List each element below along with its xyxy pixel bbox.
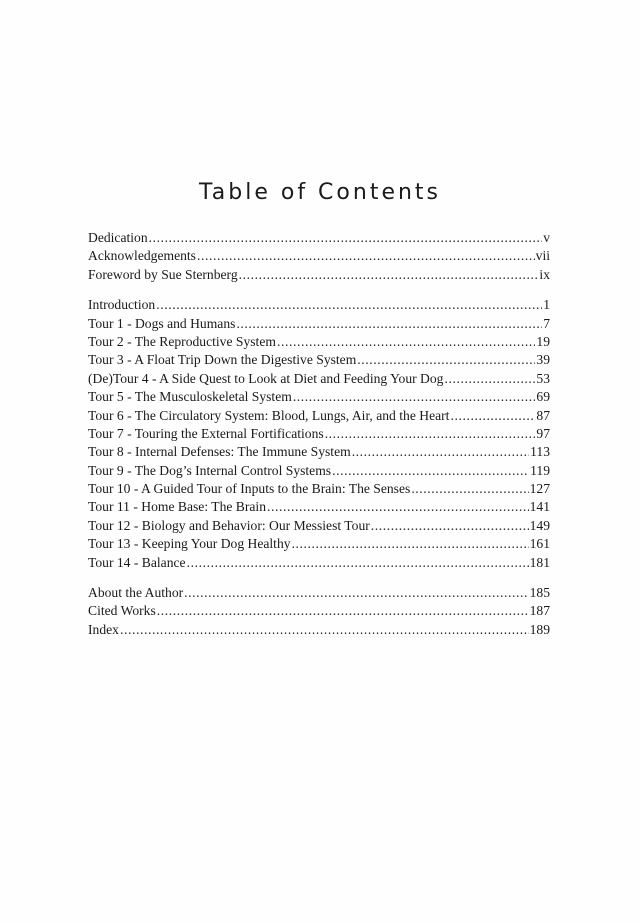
toc-entry-page-number: 161 xyxy=(529,536,550,552)
toc-entry-page-number: 97 xyxy=(536,425,550,441)
toc-entry-label: Tour 11 - Home Base: The Brain xyxy=(88,499,266,515)
dot-leader xyxy=(352,443,529,461)
dot-leader xyxy=(293,388,536,406)
toc-entry-label: Cited Works xyxy=(88,603,156,619)
dot-leader xyxy=(236,315,542,333)
dot-leader xyxy=(120,621,529,639)
toc-entry-label: Tour 12 - Biology and Behavior: Our Messiest Tour xyxy=(88,517,370,533)
toc-entry-page-number: 185 xyxy=(529,585,550,601)
toc-entry xyxy=(88,443,550,461)
toc-entry-page-number: 53 xyxy=(536,370,550,386)
dot-leader xyxy=(357,351,535,369)
dot-leader xyxy=(332,462,529,480)
toc-entry-label: Tour 3 - A Float Trip Down the Digestive System xyxy=(88,352,357,368)
toc-entry xyxy=(88,462,550,480)
toc-entry xyxy=(88,351,550,369)
toc-entry xyxy=(88,266,550,284)
toc-entry-page-number: 127 xyxy=(529,481,550,497)
toc-entry-page-number: 113 xyxy=(530,444,550,460)
toc-entry-page-number: 189 xyxy=(529,621,550,637)
toc-entry-label: Tour 14 - Balance xyxy=(88,554,186,570)
toc-entry-page-number: 39 xyxy=(536,352,550,368)
toc-entry xyxy=(88,602,550,620)
toc-entry-label: Acknowledgements xyxy=(88,248,196,264)
toc-entry xyxy=(88,333,550,351)
toc-entry-page-number: 1 xyxy=(543,297,550,313)
dot-leader xyxy=(149,229,543,247)
toc-entry-label: Dedication xyxy=(88,230,148,245)
toc-entry xyxy=(88,480,550,498)
dot-leader xyxy=(411,480,528,498)
toc-entry xyxy=(88,247,550,265)
toc-entry-label: Introduction xyxy=(88,297,156,313)
dot-leader xyxy=(157,602,529,620)
toc-entry-page-number: 7 xyxy=(543,315,550,331)
toc-entry-label: About the Author xyxy=(88,585,184,601)
toc-entry-label: Index xyxy=(88,621,119,637)
toc-entry-label: Tour 7 - Touring the External Fortifications xyxy=(88,425,324,441)
toc-entry xyxy=(88,517,550,535)
toc-entry-label: Tour 9 - The Dog’s Internal Control Systems xyxy=(88,462,332,478)
toc-entry xyxy=(88,621,550,639)
toc-entry xyxy=(88,425,550,443)
toc-entry-page-number: ix xyxy=(539,266,550,282)
toc-entry-page-number: v xyxy=(543,230,550,245)
toc-entry-page-number: 119 xyxy=(530,462,550,478)
dot-leader xyxy=(187,554,529,572)
dot-leader xyxy=(197,247,535,265)
toc-entry xyxy=(88,315,550,333)
toc-entry xyxy=(88,296,550,314)
toc-entry xyxy=(88,388,550,406)
toc-entry xyxy=(88,498,550,516)
page-title: Table of Contents xyxy=(198,180,442,205)
toc-entry-page-number: vii xyxy=(535,248,550,264)
dot-leader xyxy=(450,407,535,425)
dot-leader xyxy=(371,517,529,535)
table-of-contents xyxy=(88,229,550,639)
toc-entry-label: Tour 2 - The Reproductive System xyxy=(88,333,276,349)
toc-entry-label: Tour 8 - Internal Defenses: The Immune System xyxy=(88,444,351,460)
toc-entry-label: Tour 6 - The Circulatory System: Blood, Lungs, Air, and the Heart xyxy=(88,407,450,423)
toc-entry-page-number: 149 xyxy=(529,517,550,533)
dot-leader xyxy=(277,333,535,351)
toc-entry-page-number: 141 xyxy=(529,499,550,515)
toc-entry-label: Foreword by Sue Sternberg xyxy=(88,266,238,282)
dot-leader xyxy=(444,370,535,388)
toc-entry xyxy=(88,554,550,572)
dot-leader xyxy=(325,425,536,443)
toc-entry-label: Tour 13 - Keeping Your Dog Healthy xyxy=(88,536,291,552)
toc-entry xyxy=(88,407,550,425)
toc-entry-page-number: 19 xyxy=(536,333,550,349)
toc-group xyxy=(88,296,550,572)
toc-entry xyxy=(88,584,550,602)
toc-entry-page-number: 181 xyxy=(529,554,550,570)
toc-entry-label: Tour 1 - Dogs and Humans xyxy=(88,315,236,331)
toc-entry-page-number: 187 xyxy=(529,603,550,619)
toc-group xyxy=(88,584,550,639)
toc-entry xyxy=(88,535,550,553)
dot-leader xyxy=(267,498,529,516)
toc-entry-page-number: 87 xyxy=(536,407,550,423)
toc-entry-label: Tour 5 - The Musculoskeletal System xyxy=(88,389,292,405)
toc-entry-page-number: 69 xyxy=(536,389,550,405)
toc-entry xyxy=(88,229,550,247)
toc-entry-label: (De)Tour 4 - A Side Quest to Look at Diet and Feeding Your Dog xyxy=(88,370,444,386)
dot-leader xyxy=(156,296,542,314)
toc-entry-label: Tour 10 - A Guided Tour of Inputs to the Brain: The Senses xyxy=(88,481,411,497)
dot-leader xyxy=(184,584,528,602)
toc-entry xyxy=(88,370,550,388)
dot-leader xyxy=(292,535,529,553)
toc-group xyxy=(88,229,550,284)
dot-leader xyxy=(239,266,539,284)
